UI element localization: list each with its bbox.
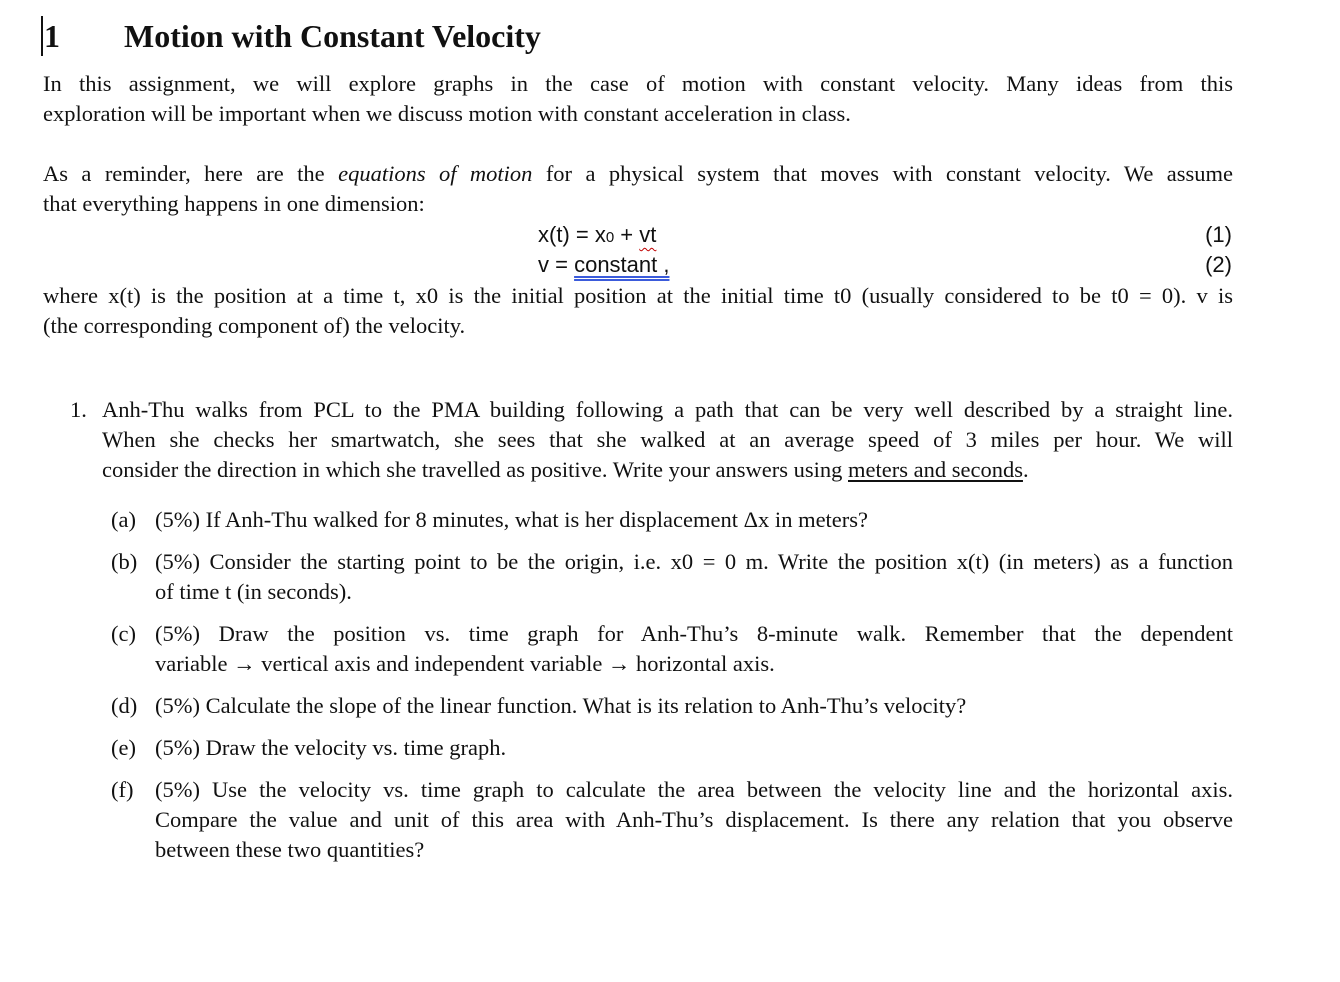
equation-1[interactable] <box>538 220 656 253</box>
subquestion-line: Compare the value and unit of this area with Anh-Thu’s displacement. Is there any relation that you observe <box>155 807 1233 832</box>
subquestion-line: (5%) Calculate the slope of the linear function. What is its relation to Anh-Thu’s velocity? <box>155 693 967 718</box>
subquestion-body <box>155 691 1233 721</box>
text-cursor <box>41 16 43 56</box>
reminder-emphasis: equations of motion <box>338 161 533 186</box>
reminder-line-2: that everything happens in one dimension: <box>43 191 425 216</box>
question-marker: 1. <box>70 397 87 422</box>
subquestion-line: between these two quantities? <box>155 837 425 862</box>
question-line: Anh-Thu walks from PCL to the PMA building following a path that can be very well described by a straight line. <box>102 397 1233 422</box>
equation-2-number: (2) <box>1205 252 1232 277</box>
equation-operator: + <box>614 222 640 247</box>
intro-line: In this assignment, we will explore graphs in the case of motion with constant velocity. Many ideas from this <box>43 71 1233 96</box>
where-paragraph[interactable] <box>43 281 1233 341</box>
subquestion-body <box>155 505 1233 535</box>
question-line: When she checks her smartwatch, she sees that she walked at an average speed of 3 miles per hour. We will <box>102 427 1233 452</box>
subquestion-line: (5%) Use the velocity vs. time graph to calculate the area between the velocity line and the horizontal axis. <box>155 777 1233 802</box>
subquestion-line: of time t (in seconds). <box>155 579 352 604</box>
subscript: 0 <box>605 229 615 246</box>
where-line-2: (the corresponding component of) the velocity. <box>43 313 466 338</box>
reminder-text: for a physical system that moves with constant velocity. We assume <box>532 161 1233 186</box>
reminder-text: As a reminder, here are the <box>43 161 339 186</box>
subquestion-body <box>155 733 1233 763</box>
question-body <box>102 395 1233 485</box>
subquestion-body <box>155 775 1233 865</box>
reminder-line-1 <box>43 159 1233 189</box>
subquestion-line: (5%) If Anh-Thu walked for 8 minutes, what is her displacement Δx in meters? <box>155 507 869 532</box>
subquestion-line: (5%) Draw the velocity vs. time graph. <box>155 735 507 760</box>
intro-line: exploration will be important when we discuss motion with constant acceleration in class. <box>43 101 851 126</box>
subquestion-marker: (d) <box>111 693 138 718</box>
equation-1-number: (1) <box>1205 222 1232 247</box>
subquestion-marker: (f) <box>111 777 134 802</box>
question-line <box>102 455 1233 485</box>
section-title: Motion with Constant Velocity <box>124 18 541 54</box>
subquestion-body <box>155 547 1233 607</box>
underlined-units: meters and seconds <box>848 457 1023 482</box>
subquestion-line: variable → vertical axis and independent variable → horizontal axis. <box>155 651 775 676</box>
subquestion-marker: (e) <box>111 735 136 760</box>
reminder-paragraph[interactable] <box>43 159 1233 219</box>
subquestion-line: (5%) Consider the starting point to be the origin, i.e. x0 = 0 m. Write the position x(t) (in meters) as a function <box>155 549 1233 574</box>
equation-2-rhs: constant , <box>574 252 670 277</box>
question-text: . <box>1022 457 1029 482</box>
equation-1-lhs: x(t) = x0 + vt <box>538 222 657 247</box>
subquestion-marker: (c) <box>111 621 136 646</box>
subquestion-marker: (a) <box>111 507 136 532</box>
equation-2-lhs: v = <box>538 252 575 277</box>
equation-1-rhs: vt <box>639 222 657 247</box>
subquestion-body <box>155 619 1233 679</box>
where-line-1: where x(t) is the position at a time t, x0 is the initial position at the initial time t0 (usually considered to be t0 = 0). v is <box>43 283 1233 308</box>
intro-paragraph[interactable] <box>43 69 1233 129</box>
equation-2[interactable] <box>538 250 669 280</box>
question-text: consider the direction in which she travelled as positive. Write your answers using <box>102 457 848 482</box>
section-number: 1 <box>44 18 60 54</box>
subquestion-marker: (b) <box>111 549 138 574</box>
subquestion-line: (5%) Draw the position vs. time graph for Anh-Thu’s 8-minute walk. Remember that the dependent <box>155 621 1233 646</box>
